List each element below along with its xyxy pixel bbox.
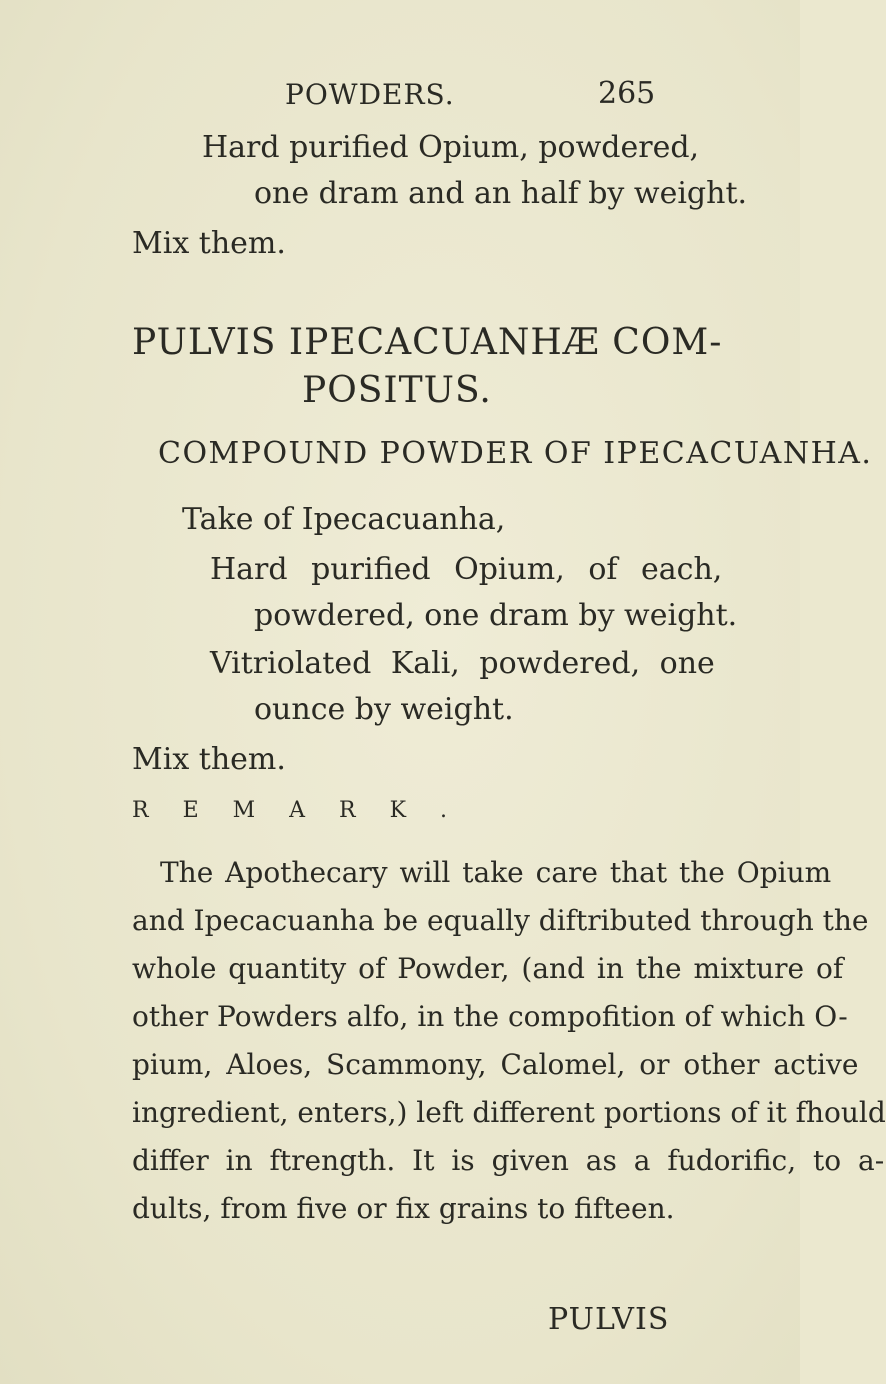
ingredient-line: Take of Ipecacuanha, <box>182 502 506 537</box>
remark-line: The Apothecary will take care that the Opium <box>160 856 832 889</box>
remark-line: ingredient, enters,) left different portions of it fhould <box>132 1096 886 1129</box>
ingredient-line: Hard purified Opium, of each, <box>210 552 723 587</box>
remark-line: whole quantity of Powder, (and in the mixture of <box>132 952 844 985</box>
remark-line: dults, from five or fix grains to fifteen. <box>132 1192 675 1225</box>
ingredient-line: ounce by weight. <box>254 692 514 727</box>
prev-recipe-mix: Mix them. <box>132 226 286 261</box>
running-header: POWDERS. <box>285 78 455 111</box>
remark-heading: REMARK. <box>132 798 482 823</box>
prev-recipe-line: Hard purified Opium, powdered, <box>202 130 700 165</box>
remark-line: pium, Aloes, Scammony, Calomel, or other active <box>132 1048 859 1081</box>
remark-line: other Powders alfo, in the compofition of which O- <box>132 1000 848 1033</box>
recipe-title-cont: POSITUS. <box>302 370 492 411</box>
recipe-title: PULVIS IPECACUANHÆ COM- <box>132 322 723 363</box>
ingredient-line: powdered, one dram by weight. <box>254 598 738 633</box>
remark-line: differ in ftrength. It is given as a fudorific, to a- <box>132 1144 885 1177</box>
page-number: 265 <box>598 76 656 111</box>
remark-line: and Ipecacuanha be equally diftributed through the <box>132 904 869 937</box>
recipe-subtitle: COMPOUND POWDER OF IPECACUANHA. <box>158 436 873 471</box>
catchword: PULVIS <box>548 1302 670 1337</box>
prev-recipe-line: one dram and an half by weight. <box>254 176 748 211</box>
recipe-mix: Mix them. <box>132 742 286 777</box>
ingredient-line: Vitriolated Kali, powdered, one <box>210 646 715 681</box>
